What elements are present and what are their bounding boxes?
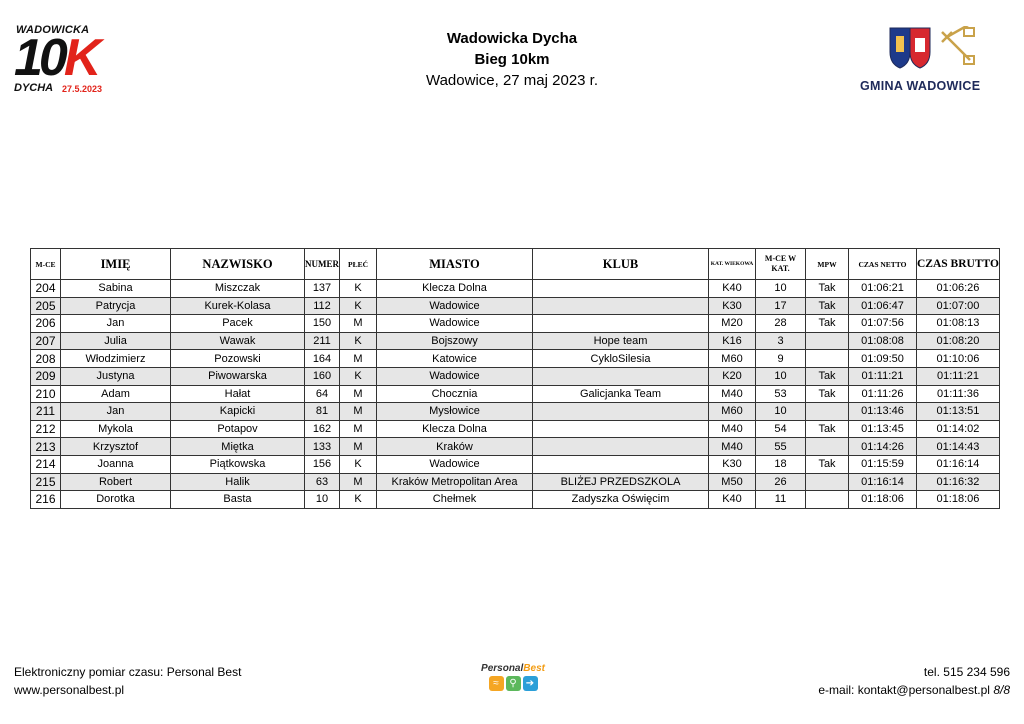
cell-mpw: Tak <box>806 367 849 385</box>
event-logo-digit-zero: 0 <box>38 29 64 87</box>
table-row <box>31 473 1000 491</box>
cell-place: 210 <box>31 385 61 403</box>
cell-place: 211 <box>31 403 61 421</box>
cell-age-category: K16 <box>709 332 756 350</box>
cell-net-time: 01:09:50 <box>849 350 917 368</box>
cell-net-time: 01:18:06 <box>849 491 917 509</box>
cell-category-place: 10 <box>756 367 806 385</box>
cell-number: 160 <box>305 367 340 385</box>
cell-first-name: Adam <box>61 385 171 403</box>
cell-mpw <box>806 403 849 421</box>
cell-number: 81 <box>305 403 340 421</box>
cell-net-time: 01:14:26 <box>849 438 917 456</box>
cell-gender: M <box>340 385 377 403</box>
cell-net-time: 01:16:14 <box>849 473 917 491</box>
cell-category-place: 11 <box>756 491 806 509</box>
cell-category-place: 10 <box>756 403 806 421</box>
cell-number: 10 <box>305 491 340 509</box>
cell-gender: K <box>340 297 377 315</box>
website-link[interactable]: www.personalbest.pl <box>14 683 125 697</box>
results-body <box>31 280 1000 509</box>
cell-net-time: 01:08:08 <box>849 332 917 350</box>
event-place-date: Wadowice, 27 maj 2023 r. <box>425 72 599 89</box>
cell-city: Mysłowice <box>377 403 533 421</box>
event-logo-date: 27.5.2023 <box>62 84 103 94</box>
cell-number: 211 <box>305 332 340 350</box>
cell-club <box>533 315 709 333</box>
col-header-first-name: IMIĘ <box>61 249 171 280</box>
table-row <box>31 455 1000 473</box>
event-logo-bottom-text: DYCHA <box>14 82 54 94</box>
cell-place: 212 <box>31 420 61 438</box>
timing-credit: Elektroniczny pomiar czasu: Personal Best <box>14 665 242 679</box>
cell-city: Wadowice <box>377 315 533 333</box>
cell-category-place: 17 <box>756 297 806 315</box>
cell-age-category: M60 <box>709 403 756 421</box>
cell-gender: M <box>340 315 377 333</box>
cell-category-place: 54 <box>756 420 806 438</box>
cell-net-time: 01:13:45 <box>849 420 917 438</box>
cell-first-name: Sabina <box>61 280 171 298</box>
event-logo-digit-one: 1 <box>14 29 39 87</box>
cell-age-category: M50 <box>709 473 756 491</box>
coat-of-arms-icon <box>888 26 984 72</box>
cell-mpw: Tak <box>806 280 849 298</box>
contact-email[interactable]: e-mail: kontakt@personalbest.pl <box>818 683 990 697</box>
cell-net-time: 01:07:56 <box>849 315 917 333</box>
cell-city: Katowice <box>377 350 533 368</box>
cell-last-name: Pozowski <box>171 350 305 368</box>
table-row <box>31 350 1000 368</box>
col-header-city: MIASTO <box>377 249 533 280</box>
cell-number: 133 <box>305 438 340 456</box>
cell-net-time: 01:13:46 <box>849 403 917 421</box>
cell-place: 205 <box>31 297 61 315</box>
cell-gender: M <box>340 473 377 491</box>
cell-first-name: Dorotka <box>61 491 171 509</box>
cell-gender: K <box>340 367 377 385</box>
cell-city: Bojszowy <box>377 332 533 350</box>
cell-mpw: Tak <box>806 420 849 438</box>
cell-gender: M <box>340 438 377 456</box>
cell-city: Wadowice <box>377 367 533 385</box>
cell-last-name: Basta <box>171 491 305 509</box>
col-header-category-place: M-CE W KAT. <box>756 249 806 280</box>
cell-city: Klecza Dolna <box>377 420 533 438</box>
cell-place: 206 <box>31 315 61 333</box>
cell-last-name: Piwowarska <box>171 367 305 385</box>
cell-first-name: Jan <box>61 315 171 333</box>
cell-club <box>533 297 709 315</box>
cell-city: Kraków Metropolitan Area <box>377 473 533 491</box>
cell-gross-time: 01:07:00 <box>917 297 1000 315</box>
cell-gender: M <box>340 350 377 368</box>
cell-mpw: Tak <box>806 297 849 315</box>
cell-mpw <box>806 473 849 491</box>
col-header-club: KLUB <box>533 249 709 280</box>
cell-number: 64 <box>305 385 340 403</box>
table-row <box>31 491 1000 509</box>
cell-club <box>533 403 709 421</box>
col-header-mpw: MPW <box>806 249 849 280</box>
cell-last-name: Halik <box>171 473 305 491</box>
cell-club: Zadyszka Oświęcim <box>533 491 709 509</box>
cell-last-name: Miszczak <box>171 280 305 298</box>
cell-city: Klecza Dolna <box>377 280 533 298</box>
cell-club <box>533 438 709 456</box>
footer-left <box>14 663 241 699</box>
event-logo-letter-k: K <box>63 29 98 87</box>
cell-place: 207 <box>31 332 61 350</box>
col-header-age-category: KAT. WIEKOWA <box>709 249 756 280</box>
cell-place: 204 <box>31 280 61 298</box>
cell-club <box>533 420 709 438</box>
event-title: Wadowicka Dycha <box>446 30 578 47</box>
cell-last-name: Hałat <box>171 385 305 403</box>
cell-age-category: M40 <box>709 420 756 438</box>
cell-number: 137 <box>305 280 340 298</box>
cell-category-place: 53 <box>756 385 806 403</box>
cell-gender: K <box>340 280 377 298</box>
footer-right <box>818 663 1010 699</box>
cell-mpw <box>806 350 849 368</box>
table-row <box>31 280 1000 298</box>
cell-last-name: Potapov <box>171 420 305 438</box>
col-header-net-time: CZAS NETTO <box>849 249 917 280</box>
cell-gross-time: 01:18:06 <box>917 491 1000 509</box>
cell-mpw: Tak <box>806 385 849 403</box>
cell-mpw <box>806 491 849 509</box>
cell-gross-time: 01:14:02 <box>917 420 1000 438</box>
cell-city: Chocznia <box>377 385 533 403</box>
cell-category-place: 9 <box>756 350 806 368</box>
cell-age-category: M40 <box>709 385 756 403</box>
cell-place: 209 <box>31 367 61 385</box>
cell-gross-time: 01:08:13 <box>917 315 1000 333</box>
cell-category-place: 55 <box>756 438 806 456</box>
cell-net-time: 01:15:59 <box>849 455 917 473</box>
cell-city: Chełmek <box>377 491 533 509</box>
table-header-row <box>31 249 1000 280</box>
cell-last-name: Kurek-Kolasa <box>171 297 305 315</box>
swim-icon: ≈ <box>489 676 504 691</box>
personal-best-logo-text <box>478 663 548 674</box>
cell-gross-time: 01:10:06 <box>917 350 1000 368</box>
cell-category-place: 10 <box>756 280 806 298</box>
cell-club <box>533 367 709 385</box>
cell-gender: M <box>340 420 377 438</box>
col-header-gender: PŁEĆ <box>340 249 377 280</box>
cell-first-name: Patrycja <box>61 297 171 315</box>
cell-category-place: 18 <box>756 455 806 473</box>
results-table <box>30 248 1000 509</box>
cell-number: 112 <box>305 297 340 315</box>
cell-gross-time: 01:16:14 <box>917 455 1000 473</box>
table-row <box>31 385 1000 403</box>
col-header-number: NUMER <box>305 249 340 280</box>
cell-number: 156 <box>305 455 340 473</box>
cell-mpw <box>806 332 849 350</box>
col-header-place: M-CE <box>31 249 61 280</box>
table-row <box>31 403 1000 421</box>
cell-mpw: Tak <box>806 315 849 333</box>
cell-gender: K <box>340 332 377 350</box>
cell-number: 162 <box>305 420 340 438</box>
logo-word-best: Best <box>523 663 545 674</box>
page-number: 8/8 <box>993 683 1010 697</box>
cell-city: Kraków <box>377 438 533 456</box>
sponsor-logo <box>856 26 1016 96</box>
cell-number: 63 <box>305 473 340 491</box>
table-row <box>31 332 1000 350</box>
cell-club: Galicjanka Team <box>533 385 709 403</box>
sponsor-name: GMINA WADOWICE <box>860 79 981 93</box>
cell-club: BLIŻEJ PRZEDSZKOLA <box>533 473 709 491</box>
cell-gender: K <box>340 455 377 473</box>
cell-first-name: Robert <box>61 473 171 491</box>
cell-first-name: Jan <box>61 403 171 421</box>
table-row <box>31 315 1000 333</box>
cell-last-name: Piątkowska <box>171 455 305 473</box>
cell-first-name: Justyna <box>61 367 171 385</box>
cell-gender: M <box>340 403 377 421</box>
cell-age-category: M60 <box>709 350 756 368</box>
cell-club <box>533 280 709 298</box>
personal-best-logo <box>478 663 548 695</box>
event-logo-top-text: WADOWICKA <box>16 24 90 36</box>
table-row <box>31 438 1000 456</box>
cell-net-time: 01:11:26 <box>849 385 917 403</box>
cell-gross-time: 01:16:32 <box>917 473 1000 491</box>
cell-age-category: K40 <box>709 491 756 509</box>
cell-city: Wadowice <box>377 455 533 473</box>
cell-age-category: K30 <box>709 297 756 315</box>
cell-category-place: 26 <box>756 473 806 491</box>
table-row <box>31 367 1000 385</box>
cell-place: 208 <box>31 350 61 368</box>
cell-first-name: Joanna <box>61 455 171 473</box>
cell-gross-time: 01:06:26 <box>917 280 1000 298</box>
cell-gross-time: 01:11:36 <box>917 385 1000 403</box>
contact-phone: tel. 515 234 596 <box>923 665 1010 679</box>
cell-net-time: 01:06:47 <box>849 297 917 315</box>
cell-net-time: 01:11:21 <box>849 367 917 385</box>
cell-place: 215 <box>31 473 61 491</box>
cell-place: 213 <box>31 438 61 456</box>
cell-gross-time: 01:13:51 <box>917 403 1000 421</box>
cell-first-name: Julia <box>61 332 171 350</box>
cell-number: 150 <box>305 315 340 333</box>
cell-mpw: Tak <box>806 455 849 473</box>
cell-age-category: M20 <box>709 315 756 333</box>
cell-place: 214 <box>31 455 61 473</box>
cell-gender: K <box>340 491 377 509</box>
event-subtitle: Bieg 10km <box>474 51 550 68</box>
cell-gross-time: 01:08:20 <box>917 332 1000 350</box>
cell-first-name: Włodzimierz <box>61 350 171 368</box>
cell-last-name: Kapicki <box>171 403 305 421</box>
cell-first-name: Mykola <box>61 420 171 438</box>
cell-age-category: M40 <box>709 438 756 456</box>
cell-net-time: 01:06:21 <box>849 280 917 298</box>
cell-category-place: 28 <box>756 315 806 333</box>
cell-club <box>533 455 709 473</box>
cell-club: CykloSilesia <box>533 350 709 368</box>
cell-age-category: K20 <box>709 367 756 385</box>
cell-last-name: Pacek <box>171 315 305 333</box>
cell-number: 164 <box>305 350 340 368</box>
col-header-gross-time: CZAS BRUTTO <box>917 249 1000 280</box>
col-header-last-name: NAZWISKO <box>171 249 305 280</box>
cell-first-name: Krzysztof <box>61 438 171 456</box>
bike-icon: ⚲ <box>506 676 521 691</box>
cell-gross-time: 01:14:43 <box>917 438 1000 456</box>
cell-place: 216 <box>31 491 61 509</box>
table-row <box>31 420 1000 438</box>
cell-gross-time: 01:11:21 <box>917 367 1000 385</box>
logo-word-personal: Personal <box>481 663 524 674</box>
cell-last-name: Miętka <box>171 438 305 456</box>
cell-mpw <box>806 438 849 456</box>
cell-age-category: K40 <box>709 280 756 298</box>
cell-category-place: 3 <box>756 332 806 350</box>
table-row <box>31 297 1000 315</box>
cell-club: Hope team <box>533 332 709 350</box>
cell-city: Wadowice <box>377 297 533 315</box>
run-icon: ➔ <box>523 676 538 691</box>
cell-age-category: K30 <box>709 455 756 473</box>
cell-last-name: Wawak <box>171 332 305 350</box>
